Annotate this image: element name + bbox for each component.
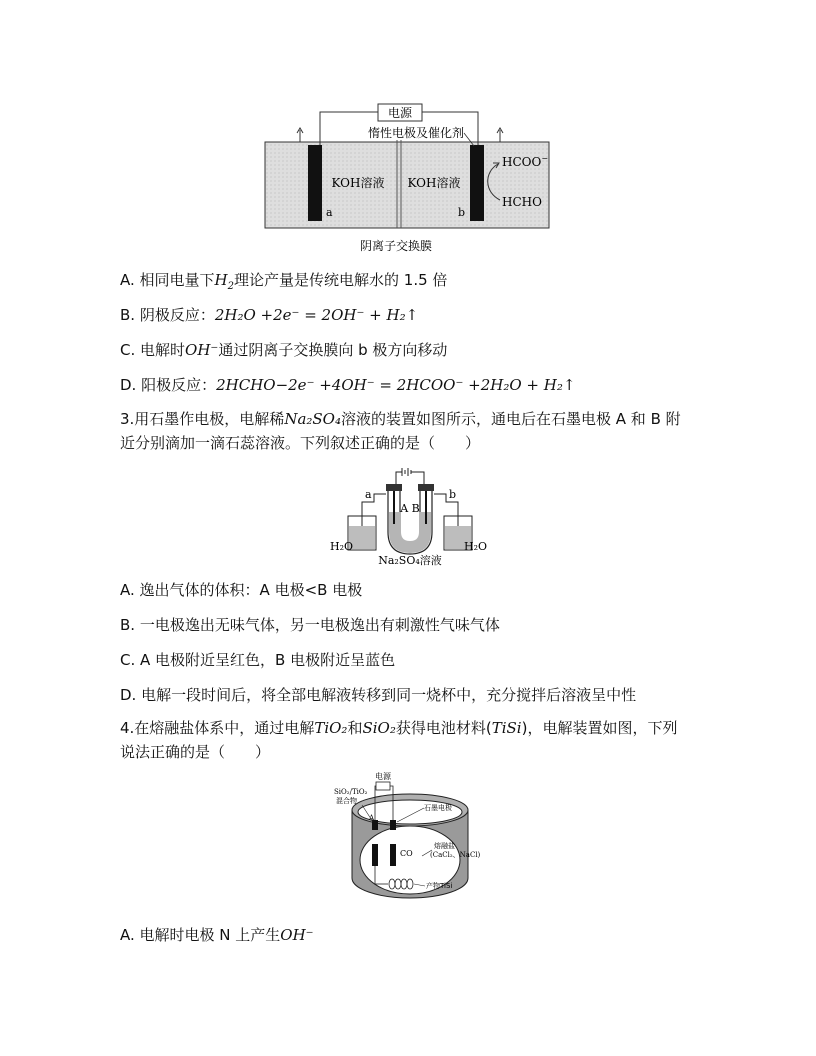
q4-stem-line1: 4.在熔融盐体系中，通过电解TiO₂和SiO₂获得电池材料(TiSi)，电解装置如图，下列 [120, 719, 678, 737]
co-label: CO [400, 849, 413, 858]
q3-stem-line2: 近分别滴加一滴石蕊溶液。下列叙述正确的是（ ） [120, 434, 481, 452]
tube-b-label: b [449, 488, 457, 501]
electrodes-AB-label: A B [400, 502, 420, 515]
electrode-b [470, 145, 484, 221]
q3-option-d[interactable]: D. 电解一段时间后，将全部电解液转移到同一烧杯中，充分搅拌后溶液呈中性 [120, 686, 637, 704]
left-solution-label: KOH溶液 [331, 176, 385, 190]
figure-formaldehyde-electrolysis [262, 100, 552, 260]
power-box [376, 782, 390, 790]
q2-option-d[interactable]: D. 阳极反应：2HCHO−2e⁻ +4OH⁻ = 2HCOO⁻ +2H₂O + H₂↑ [120, 376, 576, 394]
reactant-label: HCHO [502, 195, 542, 209]
gas-outlet-left-arrow [297, 128, 303, 142]
figure-u-tube-electrolysis [328, 462, 493, 568]
electrode-A-label: A [369, 814, 375, 822]
q2-option-a[interactable]: A. 相同电量下$H_2$理论产量是传统电解水的 1.5 倍 [120, 271, 448, 292]
electrode-catalyst-label: 惰性电极及催化剂 [367, 126, 464, 140]
electrode-b-label: b [458, 206, 466, 219]
water-left-label: H₂O [330, 540, 354, 553]
q3-stem-line1: 3.用石墨作电极，电解稀Na₂SO₄溶液的装置如图所示，通电后在石墨电极 A 和 B 附 [120, 410, 681, 428]
mixture-label-2: 混合物 [336, 797, 357, 805]
product-label: 产物TiSi [426, 882, 453, 890]
figure-molten-salt-electrolysis [330, 770, 500, 905]
graphite-electrode-rect [390, 820, 396, 830]
molten-salt-formula: (CaCl₂、NaCl) [430, 851, 481, 859]
q4-option-a[interactable]: A. 电解时电极 N 上产生OH⁻ [120, 926, 314, 944]
water-right-label: H₂O [464, 540, 488, 553]
q2-option-c[interactable]: C. 电解时OH⁻通过阴离子交换膜向 b 极方向移动 [120, 341, 448, 359]
molten-salt-label: 熔融盐 [434, 842, 455, 850]
power-source-label: 电源 [387, 106, 413, 120]
q4-stem-line2: 说法正确的是（ ） [120, 743, 271, 761]
graphite-label: 石墨电极 [424, 804, 452, 812]
membrane-label: 阴离子交换膜 [359, 239, 433, 253]
product-label: HCOO− [502, 154, 549, 169]
power-label: 电源 [375, 772, 391, 781]
q3-option-c[interactable]: C. A 电极附近呈红色，B 电极附近呈蓝色 [120, 651, 396, 669]
mixture-label-1: SiO₂/TiO₂ [334, 788, 368, 796]
solution-label: Na₂SO₄溶液 [378, 554, 442, 567]
tube-a-label: a [365, 488, 372, 501]
q3-option-b[interactable]: B. 一电极逸出无味气体，另一电极逸出有刺激性气味气体 [120, 616, 500, 634]
q2-option-b[interactable]: B. 阴极反应：2H₂O +2e⁻ = 2OH⁻ + H₂↑ [120, 306, 419, 324]
right-solution-label: KOH溶液 [407, 176, 461, 190]
electrode-a-label: a [326, 206, 333, 219]
electrode-a [308, 145, 322, 221]
q3-option-a[interactable]: A. 逸出气体的体积：A 电极<B 电极 [120, 581, 363, 599]
gas-outlet-right-arrow [497, 128, 503, 142]
